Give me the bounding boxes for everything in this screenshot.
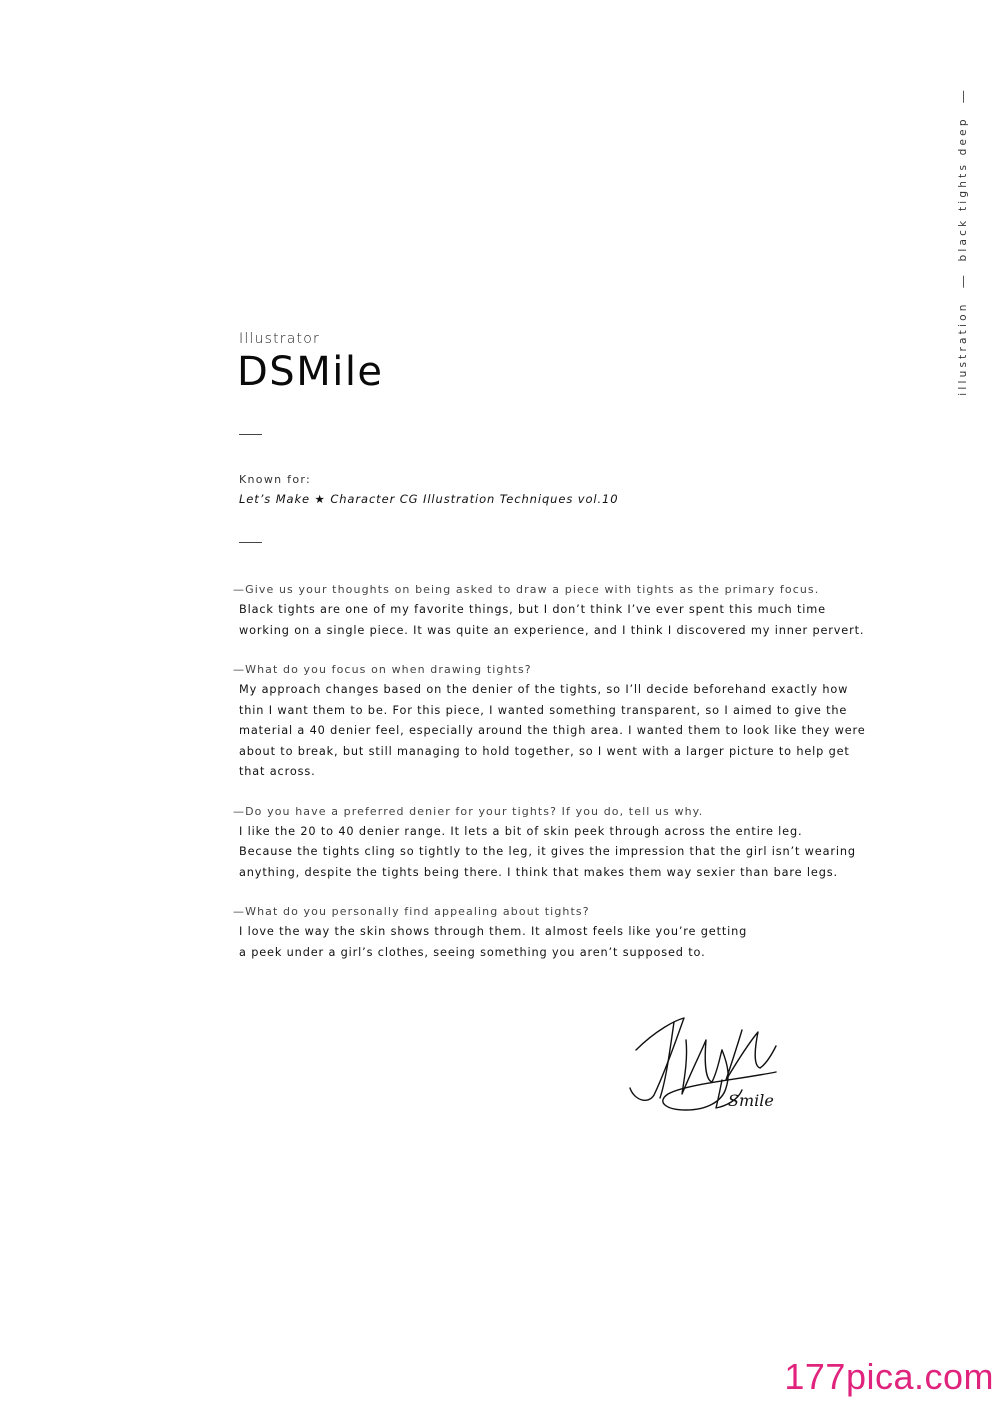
answer-line: that across. <box>239 765 316 778</box>
answer-line: Black tights are one of my favorite things, but I don’t think I’ve ever spent this much time <box>239 603 826 616</box>
side-caption-black-tights-deep: black tights deep <box>957 116 969 262</box>
illustrator-role-label: Illustrator <box>239 331 320 347</box>
vertical-side-caption <box>957 76 969 395</box>
question: —What do you focus on when drawing tights? <box>233 663 532 676</box>
answer-line: working on a single piece. It was quite an experience, and I think I discovered my inner pervert. <box>239 623 865 637</box>
answer-line: I like the 20 to 40 denier range. It lets a bit of skin peek through across the entire leg. <box>239 824 803 838</box>
answer-line: anything, despite the tights being there. I think that makes them way sexier than bare legs. <box>239 865 838 879</box>
svg-text:Smile: Smile <box>728 1091 774 1110</box>
question: —Give us your thoughts on being asked to draw a piece with tights as the primary focus. <box>233 583 820 596</box>
answer-line: a peek under a girl’s clothes, seeing something you aren’t supposed to. <box>239 945 706 959</box>
side-caption-illustration: illustration <box>957 301 969 396</box>
known-for-label: Known for: <box>239 473 312 486</box>
answer-line: material a 40 denier feel, especially around the thigh area. I wanted them to look like they were <box>239 724 866 737</box>
known-for-title: Let’s Make ★ Character CG Illustration Techniques vol.10 <box>239 492 619 506</box>
handwritten-signature <box>626 1010 806 1120</box>
qa-item <box>233 802 873 884</box>
illustrator-name: DSMile <box>237 349 384 395</box>
answer-line: Because the tights cling so tightly to the leg, it gives the impression that the girl isn’t wearing <box>239 845 856 858</box>
question: —Do you have a preferred denier for your tights? If you do, tell us why. <box>233 804 704 818</box>
answer-line: I love the way the skin shows through them. It almost feels like you’re getting <box>239 925 748 938</box>
answer-line: about to break, but still managing to hold together, so I went with a larger picture to help get <box>239 744 850 758</box>
divider <box>239 434 262 435</box>
answer-line: thin I want them to be. For this piece, I wanted something transparent, so I aimed to give the <box>239 703 848 717</box>
watermark: 177pica.com <box>784 1356 994 1397</box>
question: —What do you personally find appealing about tights? <box>233 905 590 918</box>
interview-section <box>233 580 873 982</box>
answer-line: My approach changes based on the denier of the tights, so I’ll decide beforehand exactly how <box>239 683 849 696</box>
qa-item <box>233 580 873 641</box>
side-caption-separator <box>963 90 964 102</box>
qa-item <box>233 902 873 963</box>
divider <box>239 542 262 543</box>
qa-item <box>233 660 873 783</box>
side-caption-separator <box>963 275 964 287</box>
